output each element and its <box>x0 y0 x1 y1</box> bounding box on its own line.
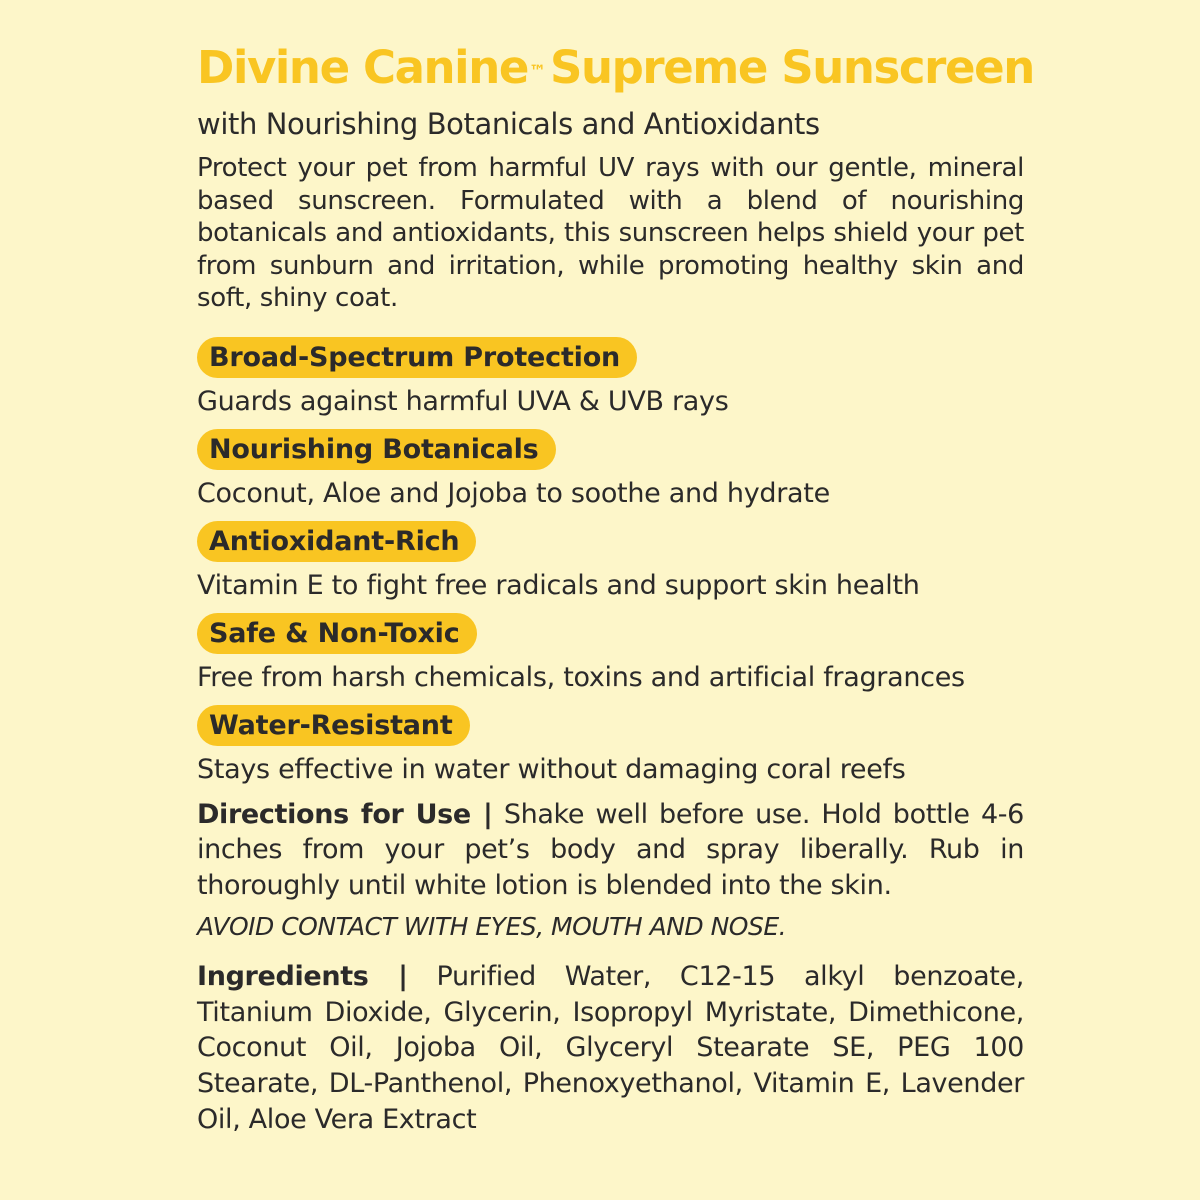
feature-description: Vitamin E to fight free radicals and support skin health <box>197 569 920 601</box>
directions-heading: Directions for Use | <box>197 798 493 830</box>
product-name: Supreme Sunscreen <box>549 41 1034 94</box>
brand-name: Divine Canine <box>197 41 528 94</box>
product-subtitle: with Nourishing Botanicals and Antioxidants <box>197 107 820 141</box>
product-info-panel <box>197 40 1034 1138</box>
feature-description: Coconut, Aloe and Jojoba to soothe and hydrate <box>197 477 830 509</box>
feature-description: Stays effective in water without damaging coral reefs <box>197 753 906 785</box>
feature-list <box>197 337 1024 786</box>
feature-description: Free from harsh chemicals, toxins and artificial fragrances <box>197 661 965 693</box>
feature-badge: Antioxidant-Rich <box>197 521 476 562</box>
feature-item <box>197 705 1024 786</box>
trademark-symbol: ™ <box>528 62 546 82</box>
warning-text: AVOID CONTACT WITH EYES, MOUTH AND NOSE. <box>197 912 787 941</box>
directions-text: Shake well before use. Hold bottle 4-6 inches from your pet’s body and spray liberally. Rub in thoroughly until white lotion is blended into the skin. <box>197 798 1024 901</box>
feature-badge: Nourishing Botanicals <box>197 429 556 470</box>
feature-item <box>197 613 1024 694</box>
product-description: Protect your pet from harmful UV rays with our gentle, mineral based sunscreen. Formulated with a blend of nourishing botanicals and antioxidants, this sunscreen helps shield your pet from sunburn and irritation, while promoting healthy skin and soft, shiny coat. <box>197 153 1024 313</box>
feature-badge: Safe & Non-Toxic <box>197 613 477 654</box>
feature-item <box>197 429 1024 510</box>
feature-description: Guards against harmful UVA & UVB rays <box>197 385 729 417</box>
ingredients-heading: Ingredients | <box>197 961 408 992</box>
feature-badge: Water-Resistant <box>197 705 470 746</box>
directions-section <box>197 797 1024 904</box>
feature-item <box>197 521 1024 602</box>
ingredients-text: Purified Water, C12-15 alkyl benzoate, Titanium Dioxide, Glycerin, Isopropyl Myristate, Dimethicone, Coconut Oil, Jojoba Oil, Glyceryl Stearate SE, PEG 100 Stearate, DL-Panthenol, Phenoxyethanol, Vitamin E, Lavender Oil, Aloe Vera Extract <box>197 961 1025 1135</box>
feature-item <box>197 337 1024 418</box>
product-title <box>197 40 1034 96</box>
feature-badge: Broad-Spectrum Protection <box>197 337 637 378</box>
ingredients-section <box>197 959 1024 1138</box>
